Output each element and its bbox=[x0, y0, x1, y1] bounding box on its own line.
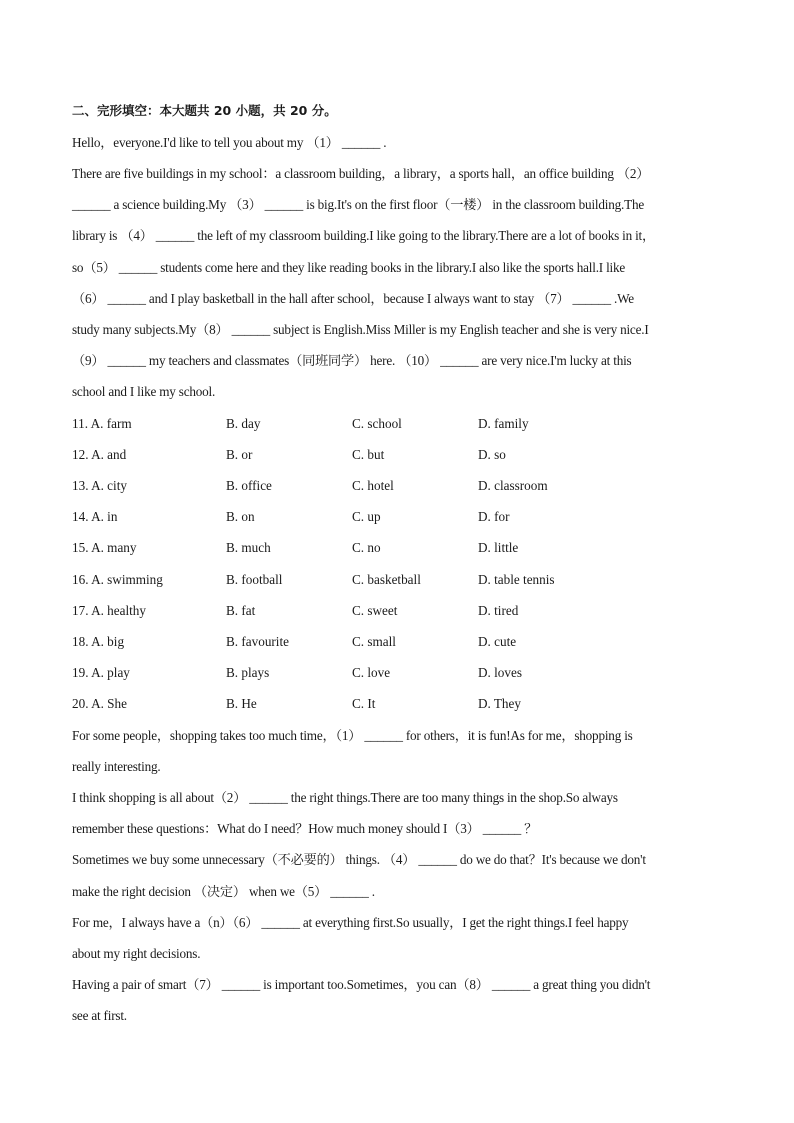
question-number: 19. bbox=[72, 665, 89, 680]
option-c: C. school bbox=[352, 416, 402, 431]
question-row bbox=[72, 602, 722, 620]
option-b: B. on bbox=[226, 509, 255, 524]
option-a: A. play bbox=[91, 665, 130, 680]
option-b: B. fat bbox=[226, 603, 256, 618]
option-a: A. farm bbox=[90, 416, 132, 431]
option-b: B. office bbox=[226, 478, 272, 493]
option-b: B. He bbox=[226, 696, 257, 711]
option-c: C. love bbox=[352, 665, 391, 680]
question-row bbox=[72, 571, 722, 589]
question-number: 16. bbox=[72, 572, 89, 587]
passage2-line: really interesting. bbox=[72, 759, 161, 774]
passage1-line: study many subjects.My（8） ______ subject is English.Miss Miller is my English teacher and she is very nice.I bbox=[72, 322, 649, 337]
option-c: C. hotel bbox=[352, 478, 394, 493]
question-row bbox=[72, 446, 722, 464]
passage2-line: make the right decision （决定） when we（5） ______ . bbox=[72, 884, 375, 899]
passage1-line: library is （4） ______ the left of my classroom building.I like going to the library.There are a lot of books in it， bbox=[72, 228, 656, 243]
passage2-line: about my right decisions. bbox=[72, 946, 201, 961]
question-number: 14. bbox=[72, 509, 89, 524]
option-b: B. favourite bbox=[226, 634, 289, 649]
passage1-line: （9） ______ my teachers and classmates（同班同学） here. （10） ______ are very nice.I'm lucky at this bbox=[72, 353, 632, 368]
option-d: D. for bbox=[478, 509, 510, 524]
question-row bbox=[72, 664, 722, 682]
option-d: D. little bbox=[478, 540, 519, 555]
question-row bbox=[72, 477, 722, 495]
question-number: 11. bbox=[72, 416, 88, 431]
option-c: C. no bbox=[352, 540, 381, 555]
passage1-line: There are five buildings in my school：a classroom building，a library，a sports hall，an office building （2） bbox=[72, 166, 650, 181]
option-b: B. day bbox=[226, 416, 261, 431]
option-a: A. She bbox=[91, 696, 127, 711]
option-c: C. but bbox=[352, 447, 385, 462]
option-c: C. up bbox=[352, 509, 381, 524]
question-number: 12. bbox=[72, 447, 89, 462]
passage1-line: ______ a science building.My （3） ______ is big.It's on the first floor（一楼） in the classroom building.The bbox=[72, 197, 645, 212]
passage1-line: Hello，everyone.I'd like to tell you about my （1） ______ . bbox=[72, 135, 387, 150]
option-d: D. so bbox=[478, 447, 506, 462]
option-d: D. table tennis bbox=[478, 572, 555, 587]
option-a: A. in bbox=[91, 509, 118, 524]
option-d: D. loves bbox=[478, 665, 522, 680]
option-a: A. and bbox=[91, 447, 127, 462]
question-row bbox=[72, 539, 722, 557]
option-d: D. cute bbox=[478, 634, 517, 649]
passage1-line: school and I like my school. bbox=[72, 384, 216, 399]
passage2-line: Having a pair of smart（7） ______ is important too.Sometimes，you can（8） ______ a great thing you didn't bbox=[72, 977, 651, 992]
question-number: 20. bbox=[72, 696, 89, 711]
option-b: B. or bbox=[226, 447, 253, 462]
question-number: 13. bbox=[72, 478, 89, 493]
option-d: D. family bbox=[478, 416, 529, 431]
option-c: C. basketball bbox=[352, 572, 421, 587]
passage1-line: （6） ______ and I play basketball in the hall after school，because I always want to stay （7） ______ .We bbox=[72, 291, 634, 306]
question-number: 18. bbox=[72, 634, 89, 649]
passage2-line: For some people，shopping takes too much time，（1） ______ for others，it is fun!As for me，shopping is bbox=[72, 728, 633, 743]
option-b: B. football bbox=[226, 572, 283, 587]
option-a: A. healthy bbox=[91, 603, 146, 618]
passage2-line: I think shopping is all about（2） ______ the right things.There are too many things in the shop.So always bbox=[72, 790, 618, 805]
option-d: D. They bbox=[478, 696, 521, 711]
passage2-line: Sometimes we buy some unnecessary（不必要的） things. （4） ______ do we do that？It's because we don't bbox=[72, 852, 646, 867]
option-a: A. many bbox=[91, 540, 137, 555]
passage2-line: For me，I always have a（n）（6） ______ at everything first.So usually，I get the right things.I feel happy bbox=[72, 915, 629, 930]
question-row bbox=[72, 415, 722, 433]
option-a: A. city bbox=[91, 478, 127, 493]
option-c: C. small bbox=[352, 634, 396, 649]
question-row bbox=[72, 508, 722, 526]
option-c: C. sweet bbox=[352, 603, 398, 618]
question-number: 17. bbox=[72, 603, 89, 618]
option-d: D. tired bbox=[478, 603, 519, 618]
passage1-line: so（5） ______ students come here and they like reading books in the library.I also like the sports hall.I like bbox=[72, 260, 626, 275]
option-a: A. swimming bbox=[91, 572, 163, 587]
option-c: C. It bbox=[352, 696, 376, 711]
option-b: B. much bbox=[226, 540, 271, 555]
passage2-line: remember these questions：What do I need？How much money should I（3） ______ ？ bbox=[72, 821, 538, 836]
question-row bbox=[72, 633, 722, 651]
option-d: D. classroom bbox=[478, 478, 548, 493]
section-heading: 二、完形填空：本大题共 20 小题，共 20 分。 bbox=[72, 103, 337, 118]
option-a: A. big bbox=[91, 634, 125, 649]
question-number: 15. bbox=[72, 540, 89, 555]
passage2-line: see at first. bbox=[72, 1008, 127, 1023]
option-b: B. plays bbox=[226, 665, 270, 680]
question-row bbox=[72, 695, 722, 713]
